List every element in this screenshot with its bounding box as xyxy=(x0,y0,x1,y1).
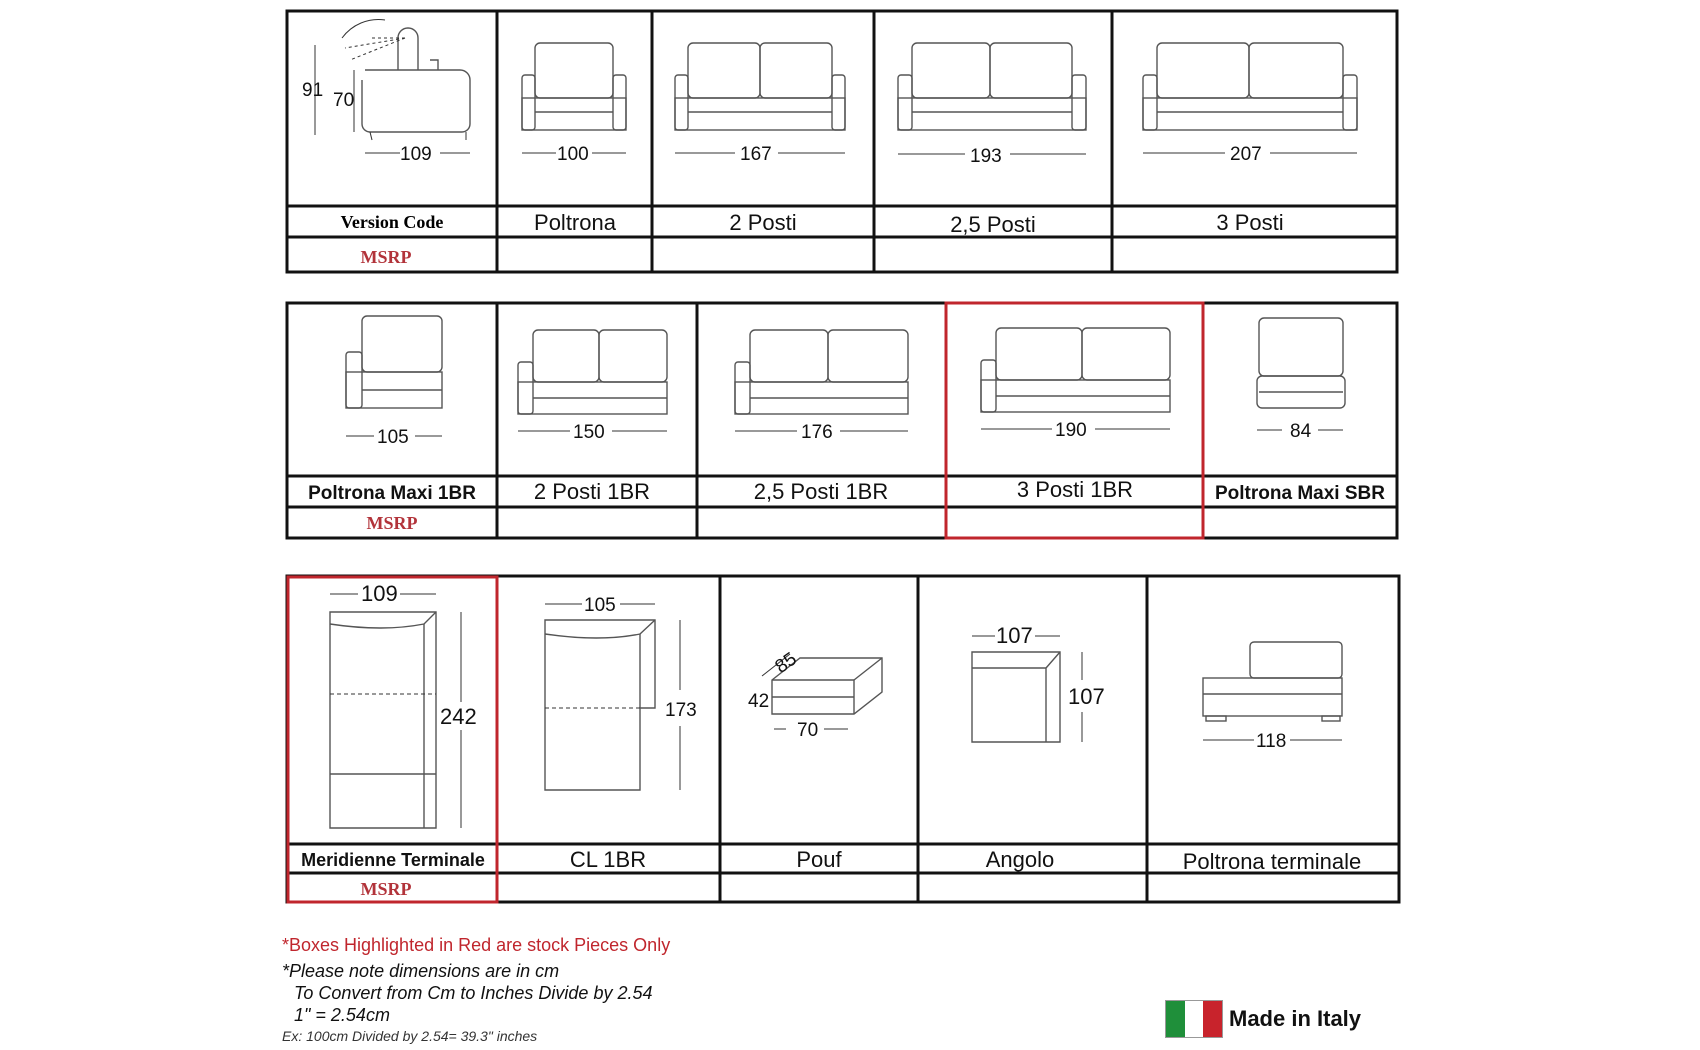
poltrona-maxi-sbr-drawing xyxy=(1257,318,1345,430)
3-posti-1br-dim: 190 xyxy=(1055,420,1087,441)
version-code-profile-drawing xyxy=(315,20,470,153)
pouf-depth: 85 xyxy=(771,648,801,678)
made-in-italy-badge xyxy=(1165,1000,1361,1038)
version-code-label: Version Code xyxy=(340,212,444,232)
2-posti-1br-drawing xyxy=(518,330,667,431)
notes-block xyxy=(282,935,882,1044)
conversion-note: To Convert from Cm to Inches Divide by 2.54 xyxy=(294,983,653,1003)
pouf-width: 70 xyxy=(797,720,819,741)
3-posti-drawing xyxy=(1143,43,1357,153)
example-note: Ex: 100cm Divided by 2.54= 39.3" inches xyxy=(282,1028,538,1044)
cl-1br-width: 105 xyxy=(584,595,616,616)
2-posti-dim: 167 xyxy=(740,144,772,165)
2-5-posti-1br-label: 2,5 Posti 1BR xyxy=(753,479,889,504)
angolo-drawing xyxy=(972,636,1082,742)
poltrona-dim: 100 xyxy=(557,144,589,165)
meridienne-terminale-label: Meridienne Terminale xyxy=(301,850,485,870)
3-posti-dim: 207 xyxy=(1230,144,1262,165)
poltrona-terminale-label: Poltrona terminale xyxy=(1182,849,1362,874)
italy-flag-icon xyxy=(1165,1000,1223,1038)
3-posti-label: 3 Posti xyxy=(1216,210,1284,235)
made-in-italy-text: Made in Italy xyxy=(1229,1006,1362,1031)
2-posti-drawing xyxy=(675,43,845,153)
msrp-label-row-1: MSRP xyxy=(360,247,412,267)
poltrona-maxi-1br-dim: 105 xyxy=(377,427,409,448)
2-5-posti-1br-drawing xyxy=(735,330,908,431)
poltrona-terminale-drawing xyxy=(1203,642,1342,740)
dimension-note: *Please note dimensions are in cm xyxy=(282,961,560,981)
cl-1br-depth: 173 xyxy=(665,700,697,721)
inch-note: 1" = 2.54cm xyxy=(294,1005,390,1025)
msrp-label-row-2: MSRP xyxy=(366,513,418,533)
poltrona-maxi-sbr-label: Poltrona Maxi SBR xyxy=(1215,483,1385,504)
dim-seat-height: 70 xyxy=(333,90,355,111)
poltrona-drawing xyxy=(522,43,626,153)
poltrona-maxi-sbr-dim: 84 xyxy=(1290,421,1312,442)
dim-depth: 109 xyxy=(400,144,432,165)
meridienne-depth: 242 xyxy=(440,704,477,729)
2-5-posti-drawing xyxy=(898,43,1086,154)
angolo-label: Angolo xyxy=(985,847,1055,872)
2-posti-1br-label: 2 Posti 1BR xyxy=(533,479,651,504)
poltrona-terminale-dim: 118 xyxy=(1256,731,1287,752)
2-5-posti-dim: 193 xyxy=(970,146,1002,167)
3-posti-1br-drawing xyxy=(981,328,1170,429)
poltrona-maxi-1br-label: Poltrona Maxi 1BR xyxy=(308,483,476,504)
3-posti-1br-label: 3 Posti 1BR xyxy=(1016,477,1134,502)
poltrona-label: Poltrona xyxy=(534,210,616,235)
cl-1br-label: CL 1BR xyxy=(569,847,647,872)
pouf-height: 42 xyxy=(748,691,770,712)
pouf-label: Pouf xyxy=(796,847,842,872)
cl-1br-drawing xyxy=(545,604,680,790)
dim-height-total: 91 xyxy=(302,80,324,101)
poltrona-maxi-1br-drawing xyxy=(346,316,442,436)
2-5-posti-label: 2,5 Posti xyxy=(950,212,1036,237)
angolo-width: 107 xyxy=(996,623,1033,648)
highlight-note: *Boxes Highlighted in Red are stock Pieces Only xyxy=(282,935,671,955)
meridienne-width: 109 xyxy=(361,581,398,606)
angolo-depth: 107 xyxy=(1068,684,1105,709)
msrp-label-row-3: MSRP xyxy=(360,879,412,899)
2-5-posti-1br-dim: 176 xyxy=(801,422,833,443)
2-posti-label: 2 Posti xyxy=(729,210,797,235)
2-posti-1br-dim: 150 xyxy=(573,422,605,443)
